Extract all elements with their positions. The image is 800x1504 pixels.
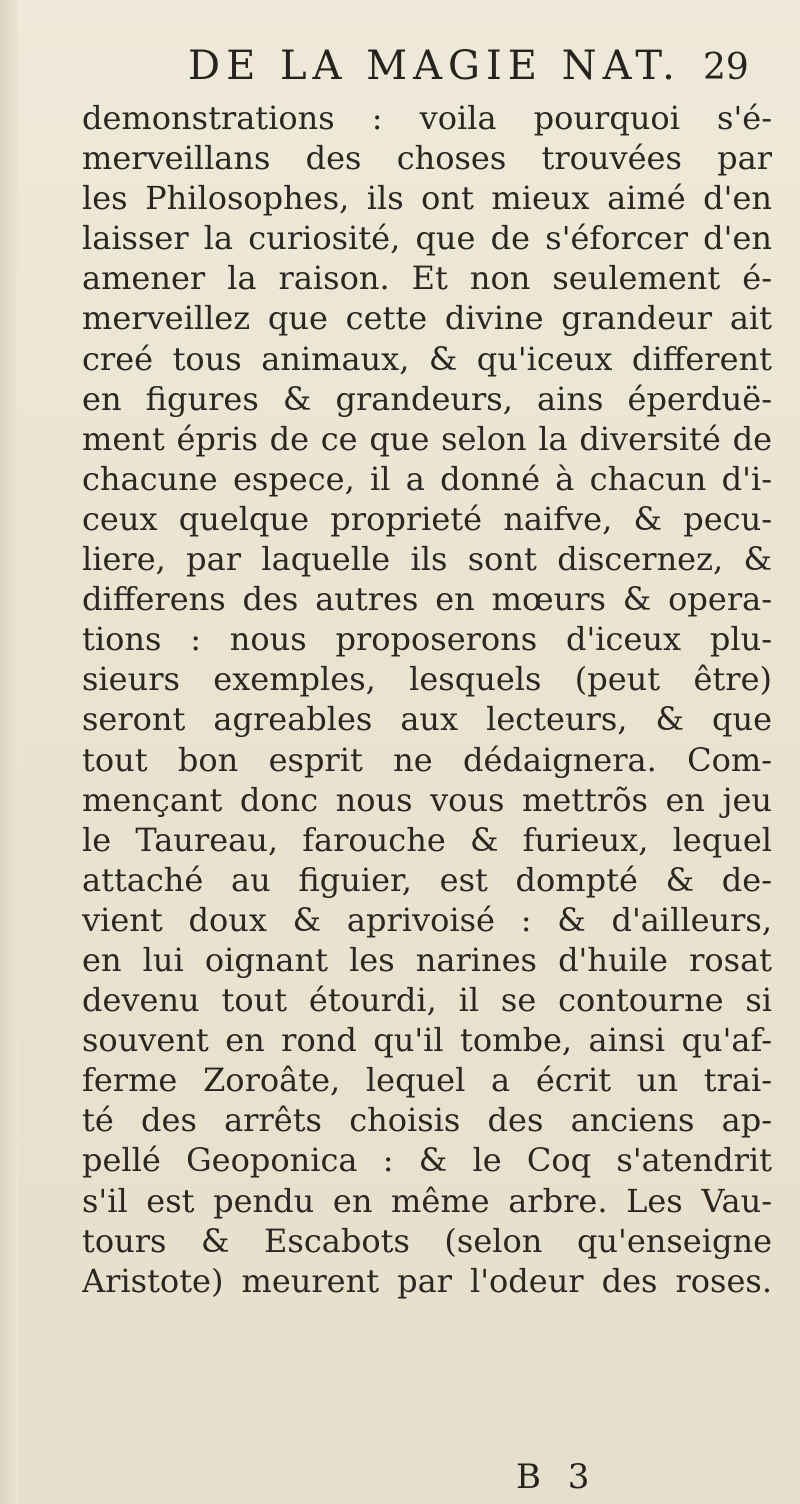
text-line: s'il est pendu en même arbre. Les Vau- xyxy=(82,1181,772,1220)
text-line: vient doux & aprivoisé : & d'ailleurs, xyxy=(82,900,772,939)
text-line: differens des autres en mœurs & opera- xyxy=(82,580,772,619)
body-text xyxy=(82,98,772,1301)
text-line: attaché au figuier, est dompté & de- xyxy=(82,860,772,899)
text-line: chacune espece, il a donné à chacun d'i- xyxy=(82,459,772,498)
text-line: en figures & grandeurs, ains éperduë- xyxy=(82,379,772,418)
text-line: tions : nous proposerons d'iceux plu- xyxy=(82,620,772,659)
text-line: sieurs exemples, lesquels (peut être) xyxy=(82,660,772,699)
page-gutter-edge xyxy=(0,0,18,1504)
text-line: pellé Geoponica : & le Coq s'atendrit xyxy=(82,1141,772,1180)
text-line: seront agreables aux lecteurs, & que xyxy=(82,700,772,739)
text-line: creé tous animaux, & qu'iceux different xyxy=(82,339,772,378)
text-line: té des arrêts choisis des anciens ap- xyxy=(82,1101,772,1140)
text-line: ment épris de ce que selon la diversité de xyxy=(82,419,772,458)
text-line: ceux quelque proprieté naifve, & pecu- xyxy=(82,499,772,538)
text-line: ferme Zoroâte, lequel a écrit un trai- xyxy=(82,1061,772,1100)
text-line: devenu tout étourdi, il se contourne si xyxy=(82,981,772,1020)
text-line: laisser la curiosité, que de s'éforcer d'en xyxy=(82,219,772,258)
signature-mark: B 3 xyxy=(516,1457,598,1497)
text-line: tout bon esprit ne dédaignera. Com- xyxy=(82,740,772,779)
text-line: liere, par laquelle ils sont discernez, & xyxy=(82,540,772,579)
text-line: le Taureau, farouche & furieux, lequel xyxy=(82,820,772,859)
running-title: DE LA MAGIE NAT. xyxy=(188,43,681,89)
text-line: souvent en rond qu'il tombe, ainsi qu'af- xyxy=(82,1021,772,1060)
text-line: demonstrations : voila pourquoi s'é- xyxy=(82,99,772,137)
page-number: 29 xyxy=(703,47,749,88)
text-line: merveillez que cette divine grandeur ait xyxy=(82,299,772,338)
text-line: merveillans des choses trouvées par xyxy=(82,139,772,178)
text-line: Aristote) meurent par l'odeur des roses. xyxy=(82,1261,772,1300)
text-line: amener la raison. Et non seulement é- xyxy=(82,259,772,298)
text-line: mençant donc nous vous mettrõs en jeu xyxy=(82,780,772,819)
text-line: tours & Escabots (selon qu'enseigne xyxy=(82,1221,772,1260)
running-head xyxy=(0,40,800,98)
text-line: en lui oignant les narines d'huile rosat xyxy=(82,940,772,979)
text-line: les Philosophes, ils ont mieux aimé d'en xyxy=(82,179,772,218)
